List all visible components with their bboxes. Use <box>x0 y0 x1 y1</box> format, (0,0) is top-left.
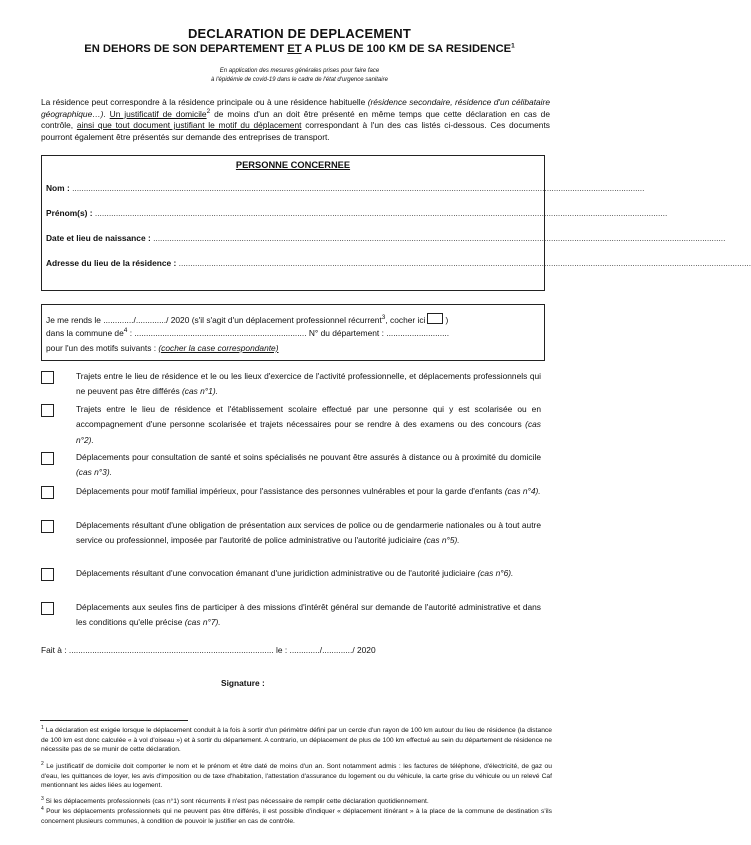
motif-checkbox-1[interactable] <box>41 371 54 384</box>
motif-text-3: Déplacements pour consultation de santé et soins spécialisés ne pouvant être assurés à distance ou à proximité du domicile (cas n°3). <box>76 452 541 478</box>
section-heading: PERSONNE CONCERNEE <box>235 160 351 170</box>
footnote-1: $^1$ La déclaration est exigée lorsque le déplacement conduit à la fois à sortir d'un périmètre défini par un cercle d'un rayon de 100 km autour du lieu de résidence (la distance de 100 km est donc calculée « à vol d'oiseau ») et à sortir du département. A contrario, un déplacement de plus de 100 km effectué au sein du département de résidence ne nécessite pas de se munir de cette déclaration. <box>41 724 552 754</box>
recurrent-checkbox[interactable] <box>427 313 443 324</box>
motif-text-4: Déplacements pour motif familial impérieux, pour l'assistance des personnes vulnérables et pour la garde d'enfants (cas n°4). <box>76 486 541 496</box>
motif-text-2: Trajets entre le lieu de résidence et l'établissement scolaire effectué par une personne qui y est scolarisée ou en accompagnement d'une personne scolarisée et trajets nécessaires pour se rendre à des examens ou des concours (cas n°2). <box>76 404 541 445</box>
intro-paragraph: La résidence peut correspondre à la résidence principale ou à une résidence habituelle (résidence secondaire, résidence d'un célibataire géographique…). Un justificatif de domicile$^2$ de moins d'un an doit être présenté en même temps que cette déclaration en cas de contrôle, ainsi que tout document justifiant le motif du déplacement correspondant à l'un des cas listés ci-dessous. Ces documents pourront également être présentés sur demande des entreprises de transport. <box>41 97 550 142</box>
footnote-3: $^3$ Si les déplacements professionnels (cas n°1) sont récurrents il n'est pas nécessaire de remplir cette déclaration quotidiennement. <box>41 795 429 805</box>
person-section <box>41 155 751 291</box>
footnote-divider <box>40 720 188 721</box>
footnote-4: $^4$ Pour les déplacements professionnels qui ne peuvent pas être différés, il est possible d'indiquer « déplacement itinérant » à la place de la commune de destination s'ils concernent plusieurs communes, à condition de pouvoir le justifier en cas de contrôle. <box>41 805 552 825</box>
nom-field[interactable]: Nom : ...................................................................................................................................................................................................................................................... <box>46 183 645 193</box>
motif-text-6: Déplacements résultant d'une convocation émanant d'une juridiction administrative ou de l'autorité judiciaire (cas n°6). <box>76 568 514 578</box>
travel-section <box>41 304 545 361</box>
motif-checkbox-2[interactable] <box>41 404 54 417</box>
motif-text-7: Déplacements aux seules fins de participer à des missions d'intérêt général sur demande de l'autorité administrative et dans les conditions qu'elle précise (cas n°7). <box>76 602 541 628</box>
motif-checkbox-5[interactable] <box>41 520 54 533</box>
legal-basis-line: à l'épidémie de covid-19 dans le cadre de l'état d'urgence sanitaire <box>211 77 388 83</box>
birth-field[interactable]: Date et lieu de naissance : ...................................................................................................................................................................................................................................................... <box>46 233 726 243</box>
motif-instruction: pour l'un des motifs suivants : (cocher la case correspondante) <box>46 343 279 353</box>
address-field[interactable]: Adresse du lieu de la résidence : ...................................................................................................................................................................................................................................................... <box>46 258 751 268</box>
legal-basis-line: En application des mesures générales prises pour faire face <box>219 68 380 74</box>
document-subtitle: EN DEHORS DE SON DEPARTEMENT ET A PLUS DE 100 KM DE SA RESIDENCE$^1$ <box>84 42 515 55</box>
motif-text-5: Déplacements résultant d'une obligation de présentation aux services de police ou de gendarmerie nationales ou à tout autre service ou professionnel, imposée par l'autorité de police administrative ou l'autorité judiciaire (cas n°5). <box>76 520 541 546</box>
footnote-2: $^2$ Le justificatif de domicile doit comporter le nom et le prénom et être daté de moins d'un an. Sont notamment admis : les factures de téléphone, d'électricité, de gaz ou d'eau, les quittances de loyer, les avis d'imposition ou de taxe d'habitation, l'attestation d'assurance du logement ou du véhicule, la carte grise du véhicule ou un relevé Caf mentionnant les aides liées au logement. <box>41 760 552 790</box>
motif-checkbox-6[interactable] <box>41 568 54 581</box>
motif-text-1: Trajets entre le lieu de résidence et le ou les lieux d'exercice de l'activité professionnelle, et déplacements professionnels qui ne peuvent pas être différés (cas n°1). <box>76 371 541 397</box>
motif-checkbox-4[interactable] <box>41 486 54 499</box>
travel-date-field[interactable]: Je me rends le ............./............./ 2020 (s'il s'agit d'un déplacement professionnel récurrent$^3$, cocher ici ) <box>46 314 449 325</box>
document-title: DECLARATION DE DEPLACEMENT <box>187 26 412 41</box>
signature-label[interactable]: Signature : <box>221 678 265 688</box>
motif-checkbox-3[interactable] <box>41 452 54 465</box>
destination-field[interactable]: dans la commune de$^4$ : .......................................................................... N° du département : ........................... <box>46 327 450 338</box>
fait-a-field[interactable]: Fait à : ........................................................................................ le : ............./............./ 2020 <box>41 645 376 655</box>
footnote-ref: 1 <box>511 42 515 50</box>
prenom-field[interactable]: Prénom(s) : ...................................................................................................................................................................................................................................................... <box>46 208 668 218</box>
motif-checkbox-7[interactable] <box>41 602 54 615</box>
